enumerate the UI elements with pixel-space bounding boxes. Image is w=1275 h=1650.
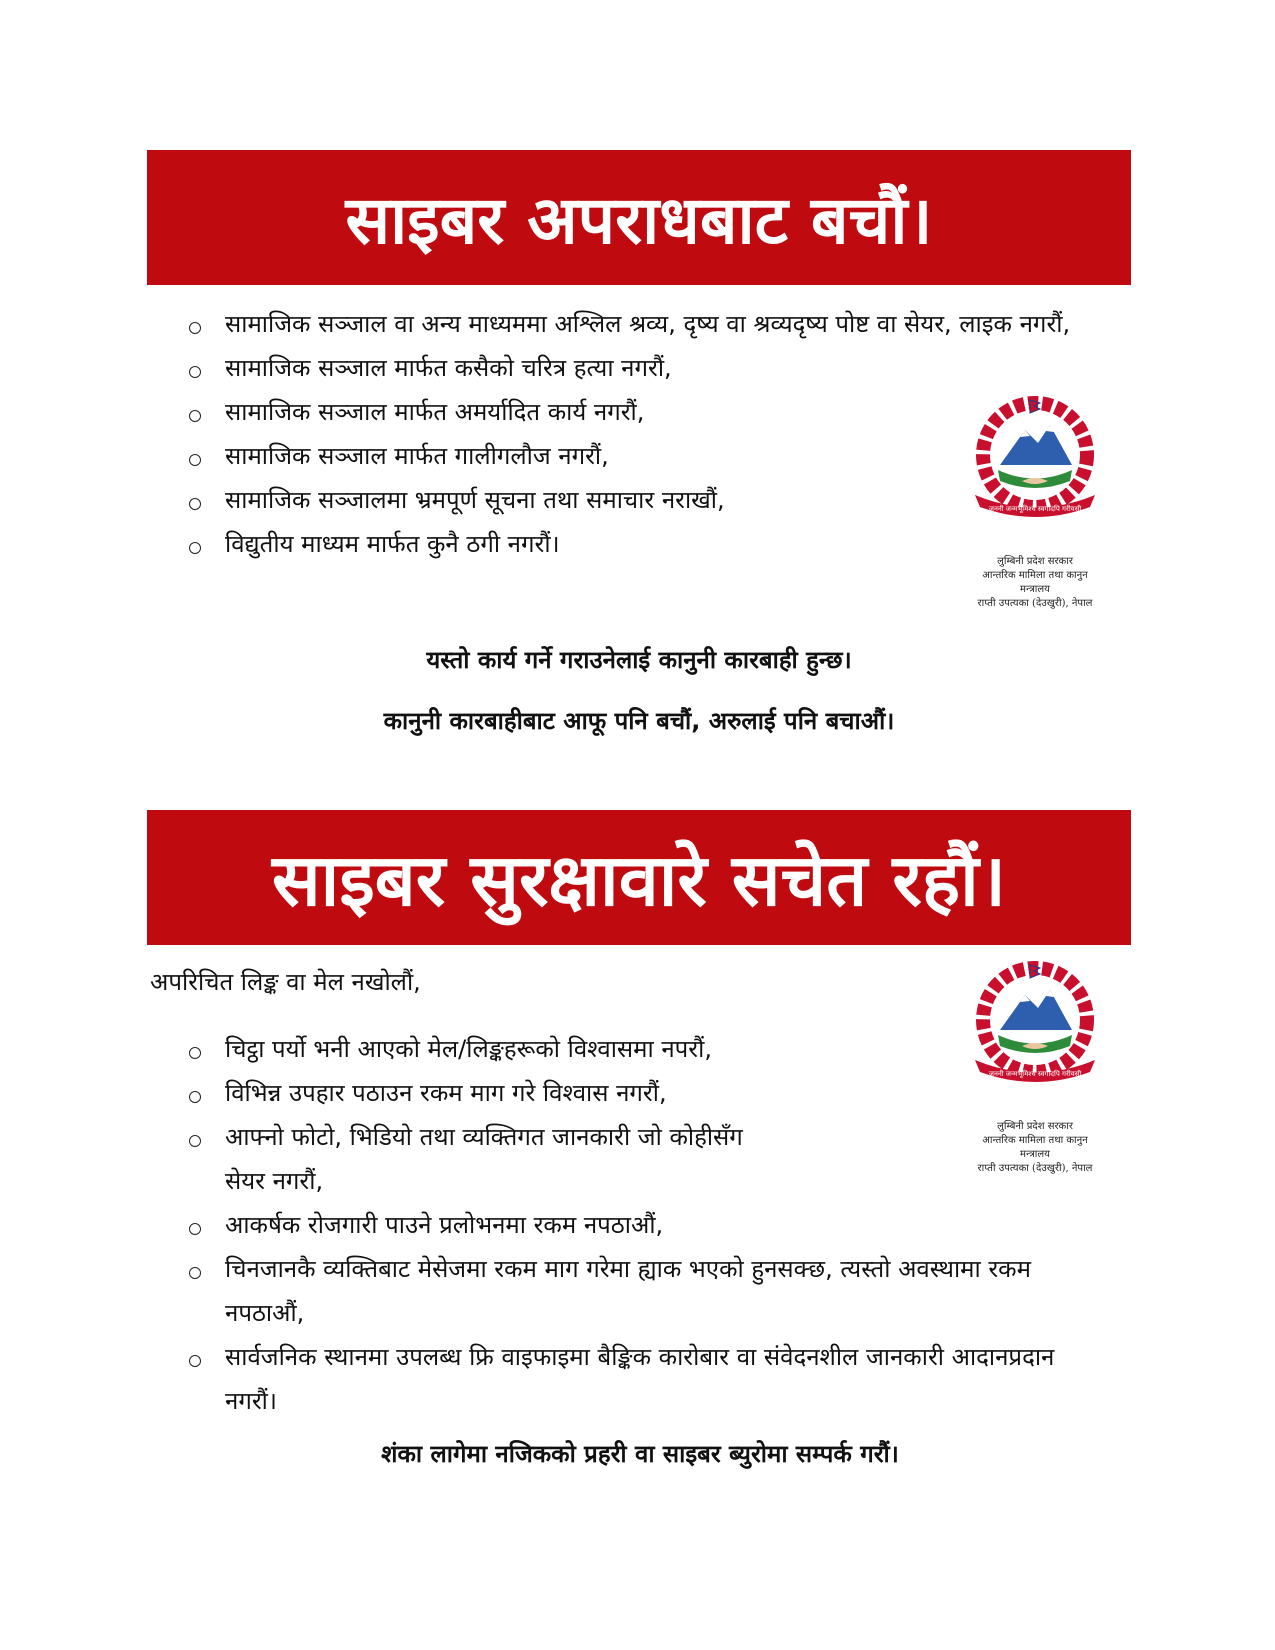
list-item [186,302,1086,346]
circle-bullet-icon [189,1223,201,1235]
list-item-text: सामाजिक सञ्जाल मार्फत अमर्यादित कार्य नगरौं, [225,398,645,426]
circle-bullet-icon [189,454,201,466]
emblem-ribbon-text: जननी जन्मभूमिश्च स्वर्गादपि गरीयसी [988,505,1082,513]
emblem-caption [950,555,1120,611]
circle-bullet-icon [189,1091,201,1103]
caption-line: मन्त्रालय [1020,584,1050,595]
caption-line: लुम्बिनी प्रदेश सरकार [997,1121,1073,1132]
caption-line: आन्तरिक मामिला तथा कानुन [982,570,1088,581]
list-item-text: सार्वजनिक स्थानमा उपलब्ध फ्रि वाइफाइमा बैङ्किक कारोबार वा संवेदनशील जानकारी आदानप्रदान नगरौं। [225,1343,1055,1415]
circle-bullet-icon [189,1355,201,1367]
legal-action-notice: यस्तो कार्य गर्ने गराउनेलाई कानुनी कारबाही हुन्छ। [426,646,852,674]
contact-police-notice: शंका लागेमा नजिकको प्रहरी वा साइबर ब्युरोमा सम्पर्क गरौं। [381,1440,899,1468]
list-item-text: सामाजिक सञ्जालमा भ्रमपूर्ण सूचना तथा समाचार नराखौं, [225,486,725,514]
circle-bullet-icon [189,322,201,334]
nepal-emblem-icon [950,395,1120,525]
caption-line: राप्ती उपत्यका (देउखुरी), नेपाल [977,1163,1093,1174]
caption-line: मन्त्रालय [1020,1149,1050,1160]
emblem-caption [950,1120,1120,1176]
caption-line: लुम्बिनी प्रदेश सरकार [997,556,1073,567]
intro-text: अपरिचित लिङ्क वा मेल नखोलौं, [150,968,421,996]
list-item-text: आकर्षक रोजगारी पाउने प्रलोभनमा रकम नपठाऔं, [225,1211,664,1239]
list-item-text: विभिन्न उपहार पठाउन रकम माग गरे विश्वास नगरौं, [225,1079,667,1107]
list-item-text: आफ्नो फोटो, भिडियो तथा व्यक्तिगत जानकारी जो कोहीसँग सेयर नगरौं, [225,1123,743,1195]
list-item-text: चिनजानकै व्यक्तिबाट मेसेजमा रकम माग गरेमा ह्याक भएको हुनसक्छ, त्यस्तो अवस्थामा रकम नपठाऔं, [225,1255,1031,1327]
caption-line: राप्ती उपत्यका (देउखुरी), नेपाल [977,598,1093,609]
list-item [186,1247,1111,1335]
government-emblem [950,960,1120,1176]
list-item [186,1335,1111,1423]
circle-bullet-icon [189,498,201,510]
save-yourself-notice: कानुनी कारबाहीबाट आफू पनि बचौं, अरुलाई पनि बचाऔं। [383,707,895,735]
nepal-emblem-icon [950,960,1120,1090]
circle-bullet-icon [189,1135,201,1147]
caption-line: आन्तरिक मामिला तथा कानुन [982,1135,1088,1146]
list-item-text: सामाजिक सञ्जाल मार्फत गालीगलौज नगरौं, [225,442,609,470]
circle-bullet-icon [189,366,201,378]
government-emblem [950,395,1120,611]
list-item-text: सामाजिक सञ्जाल मार्फत कसैको चरित्र हत्या नगरौं, [225,354,672,382]
circle-bullet-icon [189,542,201,554]
emblem-ribbon-text: जननी जन्मभूमिश्च स्वर्गादपि गरीयसी [988,1070,1082,1078]
list-item-text: चिट्ठा पर्यो भनी आएको मेल/लिङ्कहरूको विश्वासमा नपरौं, [225,1035,712,1063]
list-item-text: सामाजिक सञ्जाल वा अन्य माध्यममा अश्लिल श्रव्य, दृष्य वा श्रव्यदृष्य पोष्ट वा सेयर, लाइक नगरौं, [225,310,1071,338]
banner-title-cyber-security: साइबर सुरक्षावारे सचेत रहौं। [147,810,1131,945]
circle-bullet-icon [189,1267,201,1279]
banner-title-cyber-crime: साइबर अपराधबाट बचौं। [147,150,1131,285]
circle-bullet-icon [189,1047,201,1059]
list-item [186,346,1086,390]
list-item-text: विद्युतीय माध्यम मार्फत कुनै ठगी नगरौं। [225,530,560,558]
circle-bullet-icon [189,410,201,422]
list-item [186,1203,1111,1247]
list-item [186,1115,746,1203]
